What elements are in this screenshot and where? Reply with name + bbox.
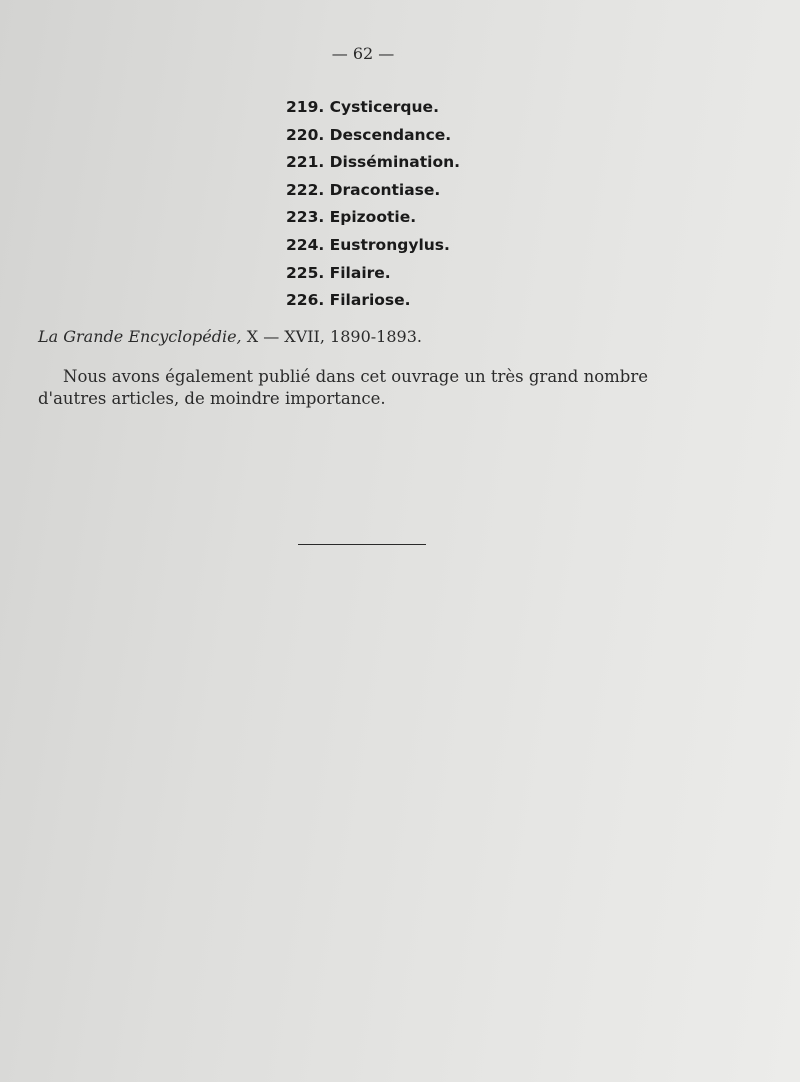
entry-title: Eustrongylus. bbox=[329, 235, 450, 254]
entry-number: 223 bbox=[286, 208, 319, 227]
entry-title: Epizootie. bbox=[329, 208, 417, 227]
entry-number: 222 bbox=[286, 180, 319, 199]
entry-number: 220 bbox=[286, 125, 319, 144]
entry-title: Filaire. bbox=[329, 263, 391, 282]
entry-number: 221 bbox=[286, 153, 319, 172]
list-item: 220. Descendance. bbox=[286, 122, 460, 150]
body-paragraph: Nous avons également publié dans cet ouvrage un très grand nombre d'autres articles, de moindre importance. bbox=[38, 367, 649, 408]
entry-number: 224 bbox=[286, 235, 319, 254]
list-item: 226. Filariose. bbox=[286, 287, 460, 315]
source-details: X — XVII, 1890-1893. bbox=[241, 327, 422, 346]
entry-title: Dissémination. bbox=[329, 153, 461, 172]
entry-number: 226 bbox=[286, 291, 319, 310]
entry-title: Descendance. bbox=[329, 125, 452, 144]
article-list bbox=[286, 94, 460, 315]
list-item: 223. Epizootie. bbox=[286, 204, 460, 232]
section-divider bbox=[298, 544, 426, 545]
entry-title: Dracontiase. bbox=[329, 180, 441, 199]
entry-number: 225 bbox=[286, 263, 319, 282]
list-item: 219. Cysticerque. bbox=[286, 94, 460, 122]
entry-title: Filariose. bbox=[329, 291, 411, 310]
source-work-title: La Grande Encyclopédie, bbox=[38, 327, 242, 346]
list-item: 221. Dissémination. bbox=[286, 149, 460, 177]
list-item: 225. Filaire. bbox=[286, 260, 460, 288]
entry-number: 219 bbox=[286, 98, 319, 116]
entry-title: Cysticerque. bbox=[329, 98, 439, 116]
list-item: 224. Eustrongylus. bbox=[286, 232, 460, 260]
list-item: 222. Dracontiase. bbox=[286, 177, 460, 205]
page-number: — 62 — bbox=[331, 44, 395, 63]
source-citation bbox=[38, 327, 422, 346]
